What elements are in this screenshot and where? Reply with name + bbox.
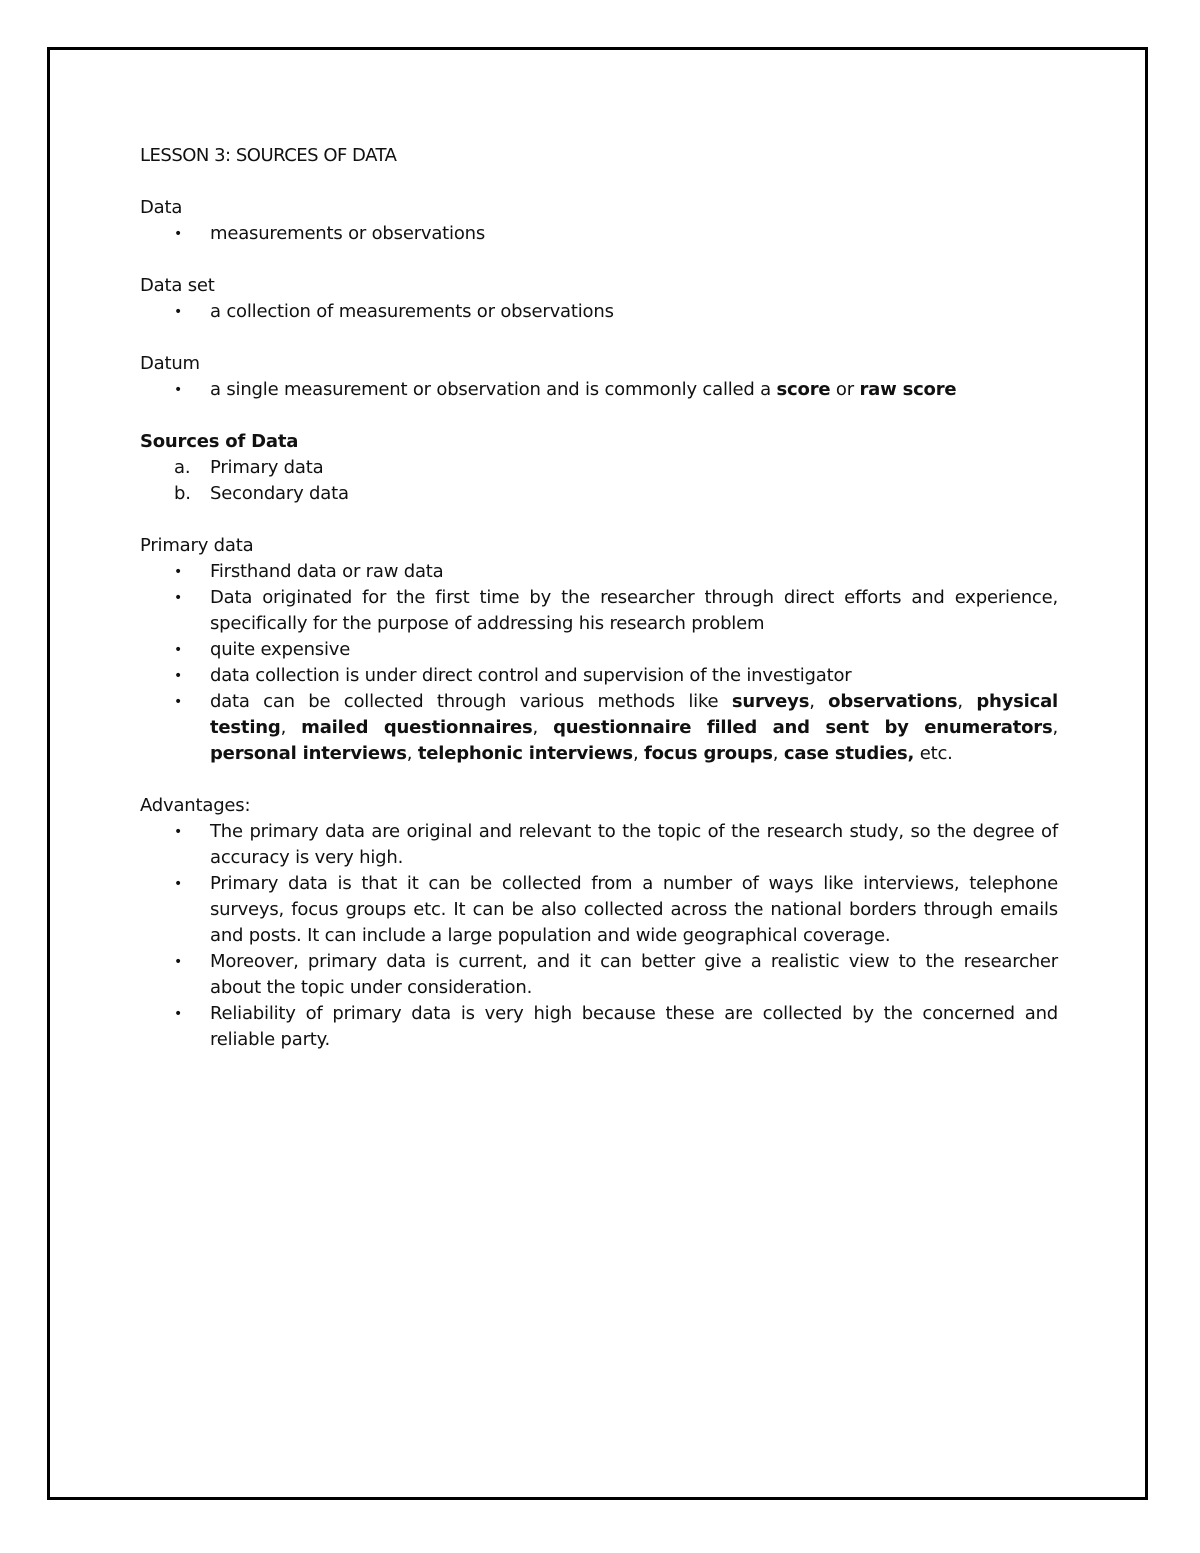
bullet-icon: •: [174, 590, 183, 606]
bullet-icon: •: [174, 876, 183, 892]
bold-term: score: [776, 379, 831, 400]
sources-list: [140, 455, 1058, 507]
list-item: • Reliability of primary data is very high because these are collected by the concerned and reliable party.: [174, 1003, 1058, 1050]
advantages-list: [140, 819, 1058, 1053]
term-data-label: Data: [140, 197, 183, 218]
primary-data-label: Primary data: [140, 535, 254, 556]
bullet-icon: •: [174, 954, 183, 970]
method-physical-testing: physical testing: [210, 691, 1059, 738]
method-observations: observations: [828, 691, 958, 712]
list-item: • Moreover, primary data is current, and it can better give a realistic view to the researcher about the topic under consideration.: [174, 951, 1058, 998]
method-personal-interviews: personal interviews: [210, 743, 407, 764]
list-item: • Firsthand data or raw data: [210, 559, 1058, 585]
method-surveys: surveys: [731, 691, 810, 712]
list-item: • measurements or observations: [210, 221, 1058, 247]
bullet-icon: •: [174, 824, 183, 840]
bullet-icon: •: [174, 304, 183, 320]
bullet-icon: •: [174, 226, 183, 242]
bullet-icon: •: [174, 668, 183, 684]
method-telephonic-interviews: telephonic interviews: [417, 743, 633, 764]
list-marker: a.: [174, 457, 191, 478]
bold-term: raw score: [859, 379, 957, 400]
list-item: • The primary data are original and relevant to the topic of the research study, so the degree of accuracy is very high.: [174, 821, 1058, 868]
list-item: • quite expensive: [210, 637, 1058, 663]
list-item: b. Secondary data: [210, 481, 1058, 507]
document-body: [140, 143, 1058, 1079]
bullet-icon: •: [174, 694, 183, 710]
bullet-icon: •: [174, 564, 183, 580]
bullet-icon: •: [174, 382, 183, 398]
list-item: • data collection is under direct control and supervision of the investigator: [210, 663, 1058, 689]
bullet-icon: •: [174, 1006, 183, 1022]
primary-data-list: [140, 559, 1058, 767]
term-datum-list: [140, 377, 1058, 403]
method-enumerators: questionnaire filled and sent by enumerators: [553, 717, 1053, 738]
sources-heading: Sources of Data: [140, 431, 299, 452]
list-item: • a collection of measurements or observations: [210, 299, 1058, 325]
list-item: • Data originated for the first time by the researcher through direct efforts and experience, specifically for the purpose of addressing his research problem: [174, 587, 1058, 634]
term-datum-label: Datum: [140, 353, 200, 374]
list-item: a. Primary data: [210, 455, 1058, 481]
term-data-list: [140, 221, 1058, 247]
list-item: • Primary data is that it can be collected from a number of ways like interviews, telephone surveys, focus groups etc. It can be also collected across the national borders through emails and posts. It can include a large population and wide geographical coverage.: [174, 873, 1058, 946]
advantages-label: Advantages:: [140, 795, 251, 816]
list-item: • a single measurement or observation and is commonly called a score or raw score: [210, 377, 1058, 403]
method-focus-groups: focus groups: [643, 743, 773, 764]
list-marker: b.: [174, 483, 191, 504]
method-case-studies: case studies,: [783, 743, 915, 764]
bullet-icon: •: [174, 642, 183, 658]
list-item: • data can be collected through various methods like surveys, observations, physical testing, mailed questionnaires, questionnaire filled and sent by enumerators, personal interviews, telephonic interviews, focus groups, case studies, etc.: [174, 691, 1059, 764]
term-data-set-label: Data set: [140, 275, 215, 296]
term-data-set-list: [140, 299, 1058, 325]
method-mailed-questionnaires: mailed questionnaires: [301, 717, 533, 738]
lesson-title: LESSON 3: SOURCES OF DATA: [140, 145, 397, 166]
